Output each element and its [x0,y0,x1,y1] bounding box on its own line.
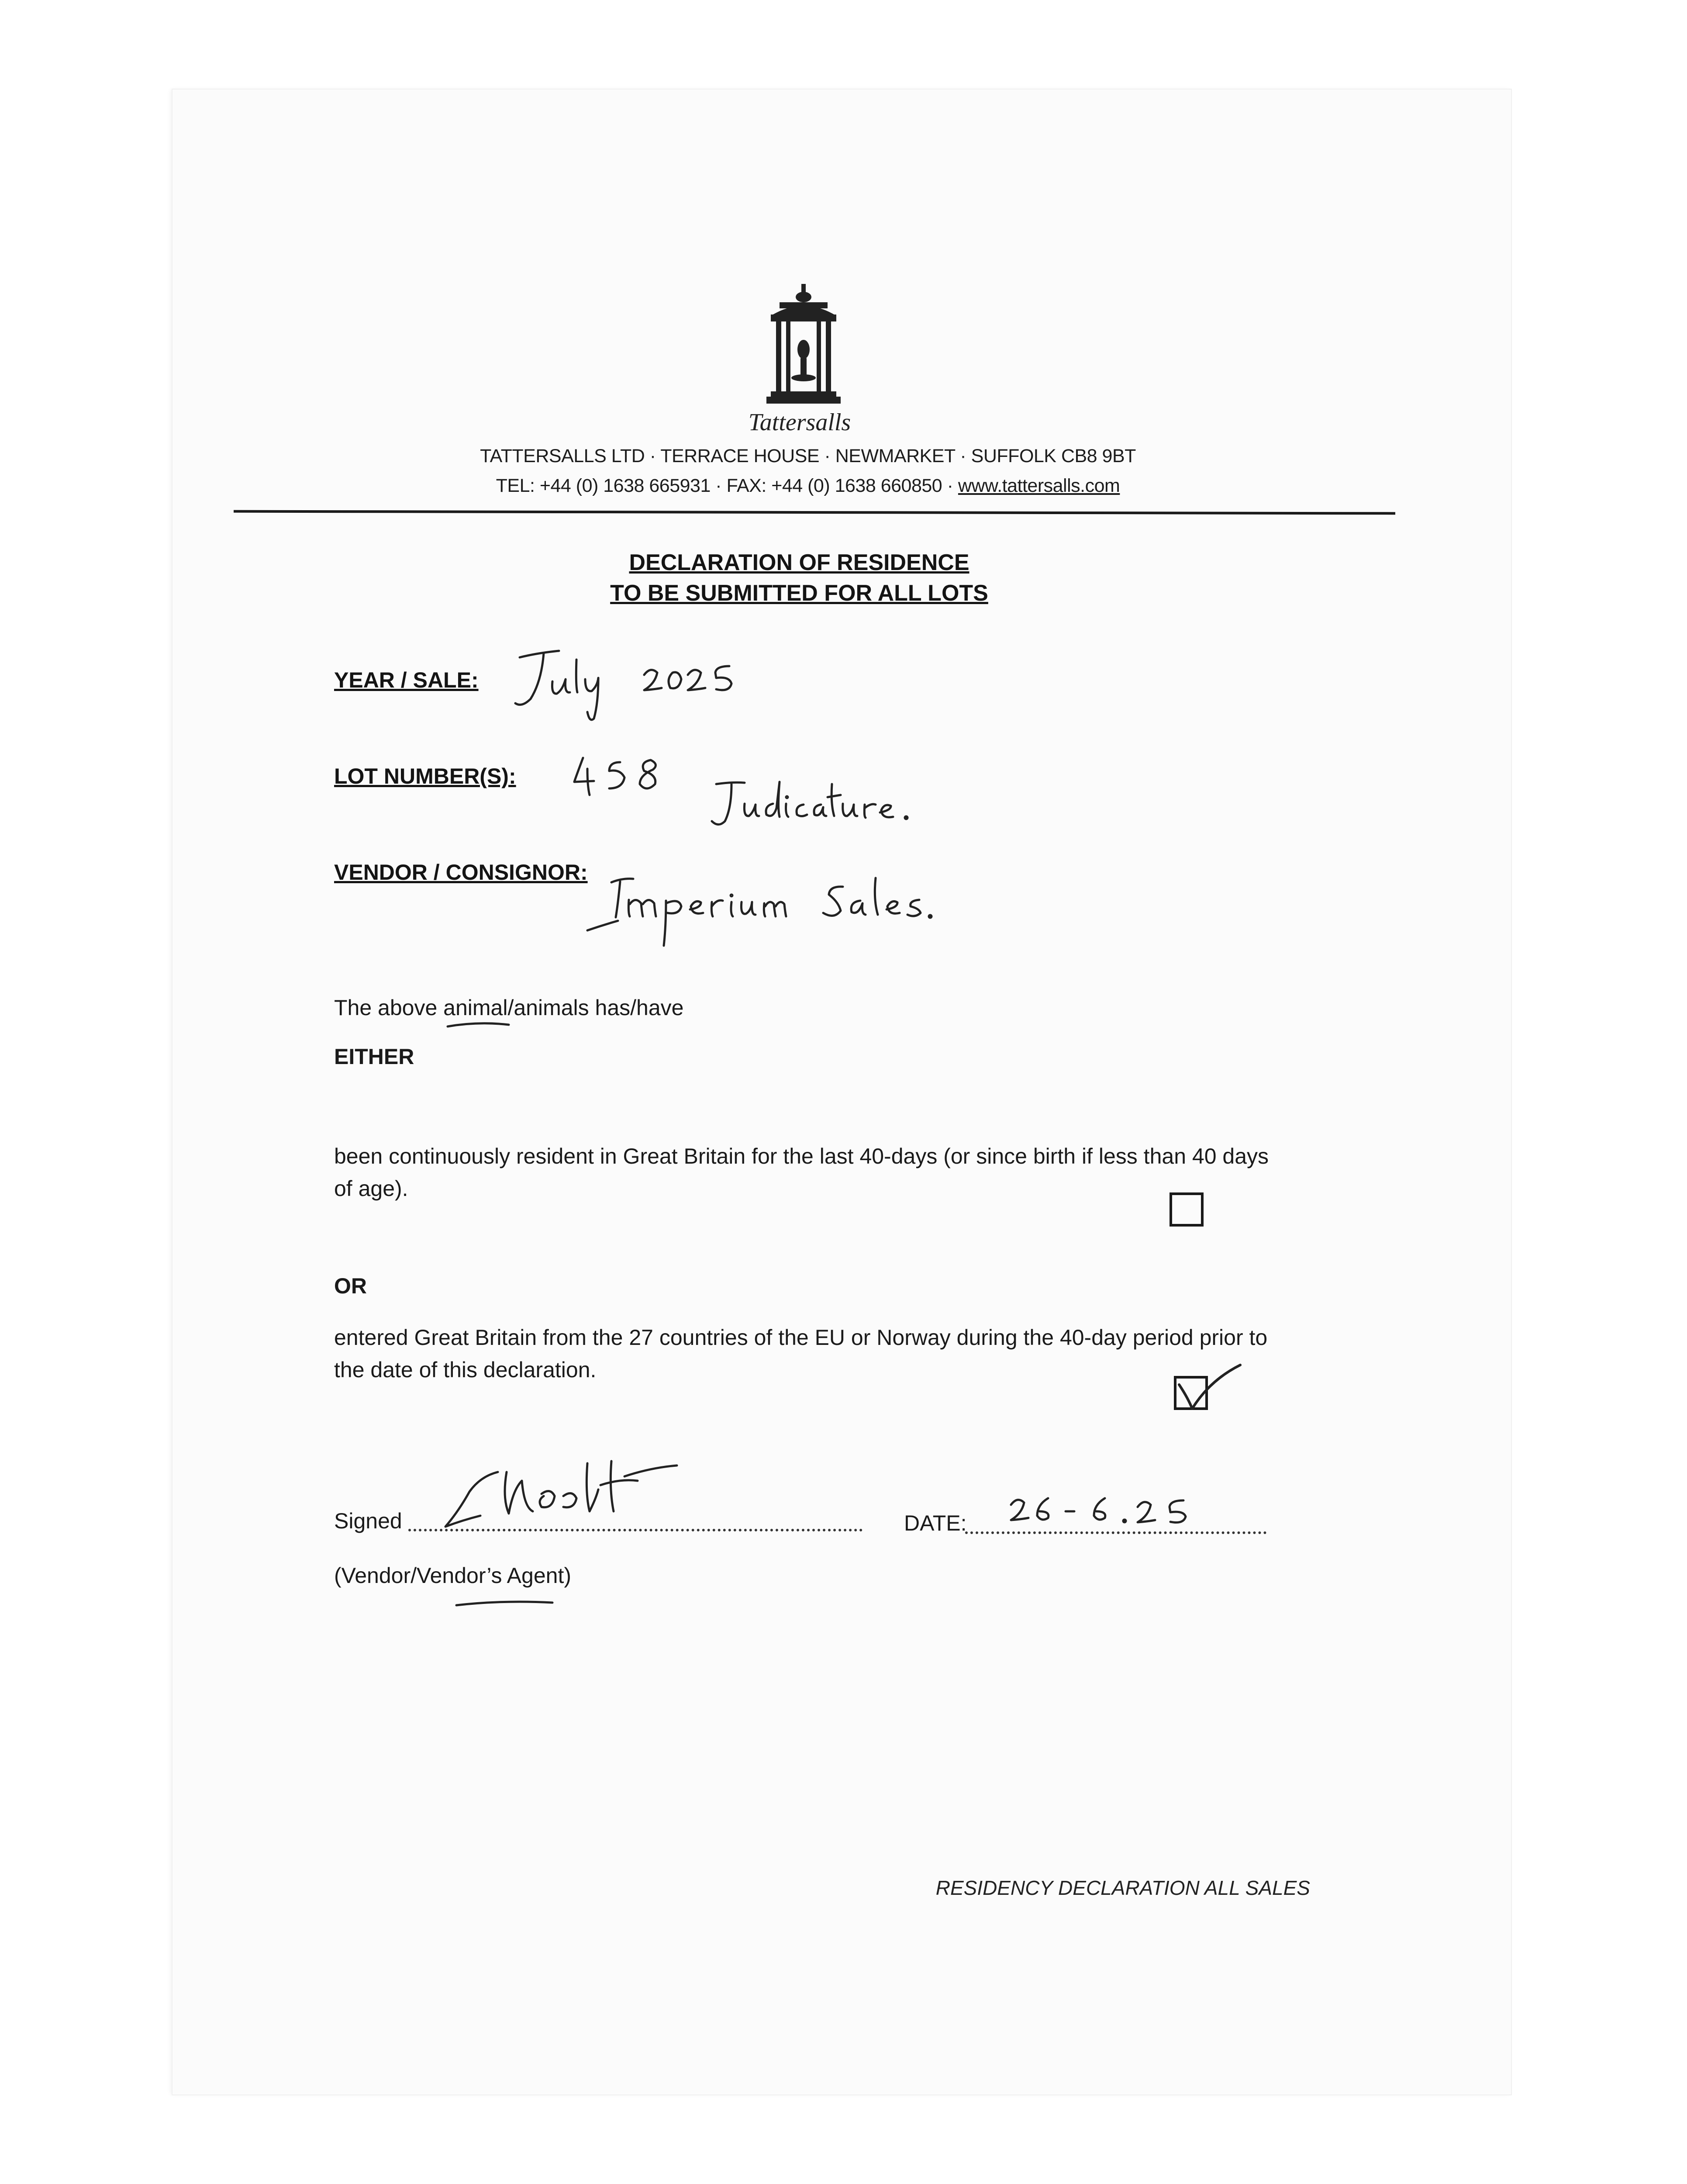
animal-underline-mark [445,1018,511,1031]
year-sale-label: YEAR / SALE: [334,668,479,692]
footer-form-name: RESIDENCY DECLARATION ALL SALES [935,1876,1310,1899]
lot-name-handwriting [707,778,935,839]
statement-intro: The above animal/animals has/have [334,995,684,1020]
form-title: DECLARATION OF RESIDENCE [629,550,969,575]
lot-numbers-label: LOT NUMBER(S): [334,764,516,788]
document-page [172,90,1511,2094]
either-label: EITHER [334,1044,414,1069]
tattersalls-logo [766,284,841,406]
or-label: OR [334,1274,367,1298]
date-label: DATE: [904,1511,967,1535]
year-sale-handwriting [511,642,738,725]
handwritten-signature [432,1455,703,1542]
option2-checkmark-icon [1170,1358,1245,1420]
form-subtitle: TO BE SUBMITTED FOR ALL LOTS [610,581,988,606]
option2-text: entered Great Britain from the 27 countries of the EU or Norway during the 40-day period prior to the date of this declaration. [334,1325,1268,1382]
vendor-label: VENDOR / CONSIGNOR: [334,860,588,885]
vendor-agent-label: (Vendor/Vendor’s Agent) [334,1563,571,1588]
option1-checkbox[interactable] [1170,1192,1204,1227]
lot-number-handwriting [568,751,673,804]
agent-underline-mark [454,1597,555,1610]
signed-label: Signed [334,1509,402,1533]
website-link[interactable]: www.tattersalls.com [958,475,1120,496]
option1-text: been continuously resident in Great Britain for the last 40-days (or since birth if less than 40 days of age). [334,1144,1269,1201]
brand-name: Tattersalls [748,409,851,436]
vendor-handwriting [581,869,974,952]
letterhead-contact [393,475,1223,497]
letterhead-address: TATTERSALLS LTD · TERRACE HOUSE · NEWMARKET · SUFFOLK CB8 9BT [480,446,1136,467]
date-handwriting [1004,1489,1223,1538]
contact-numbers: TEL: +44 (0) 1638 665931 · FAX: +44 (0) 1638 660850 · [496,475,958,496]
